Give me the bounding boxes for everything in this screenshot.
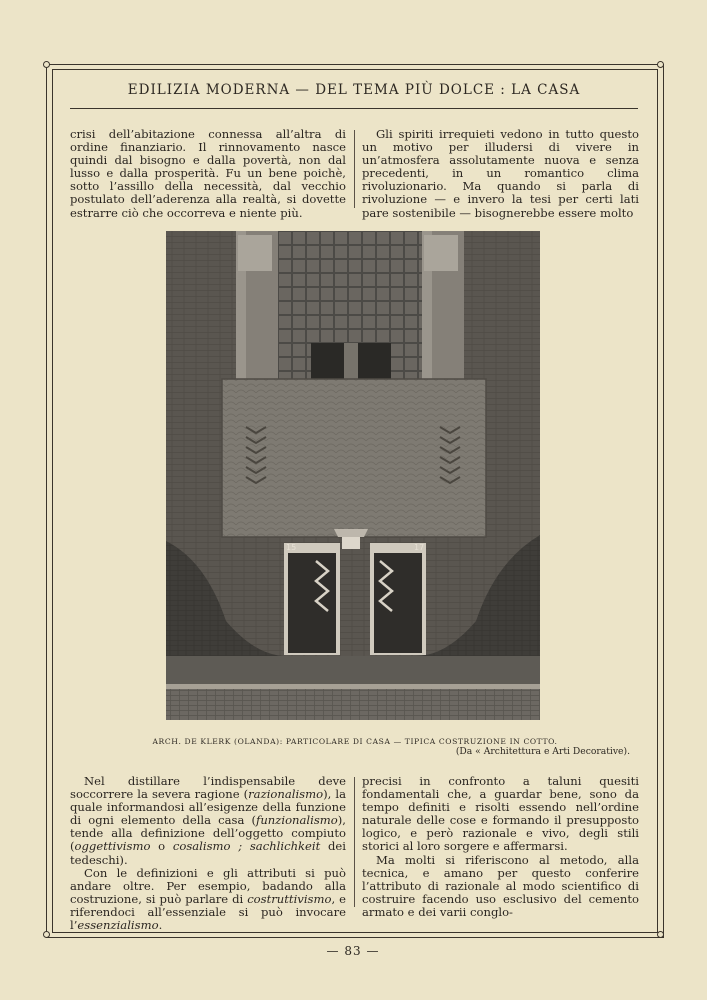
header-rule (70, 108, 638, 109)
paragraph: Nel distillare l’indispensabile deve soccorrere la severa ragione (razionalismo), la quale informandosi all’esigenze della funzione di ogni elemento della casa (funzionalismo), tende alla definizione dell’oggetto compiuto (oggettivismo o cosalismo ; sachlichkeit dei tedeschi). (70, 774, 346, 867)
facade-panel (222, 379, 486, 537)
figure-caption: ARCH. DE KLERK (OLANDA): PARTICOLARE DI CASA — TIPICA COSTRUZIONE IN COTTO. (152, 737, 558, 746)
left-door (288, 553, 336, 653)
bottom-right-column (362, 775, 639, 919)
sidewalk (166, 689, 540, 720)
frame-corner-ornament (43, 61, 50, 68)
frame-corner-ornament (43, 931, 50, 938)
paragraph: Gli spiriti irrequieti vedono in tutto questo un motivo per illudersi di vivere in un’atmosfera assolutamente nuova e senza precedenti, in un romantico clima rivoluzionario. Ma quando si parla di rivoluzione — e invero la tesi per certi lati pare sostenibile — bisognerebbe essere molto (362, 127, 639, 220)
bottom-left-column (70, 775, 346, 932)
entrance-lamp (334, 529, 368, 537)
building-facade-photo (166, 231, 540, 720)
figure-source: (Da « Architettura e Arti Decorative). (455, 746, 630, 757)
column-divider (354, 777, 355, 907)
running-header: EDILIZIA MODERNA — DEL TEMA PIÙ DOLCE : LA CASA (127, 82, 581, 98)
page-number: — 83 — (326, 944, 380, 958)
house-number-left: 15 (286, 543, 297, 552)
top-right-column (362, 128, 639, 220)
paragraph: Con le definizioni e gli attributi si può andare oltre. Per esempio, badando alla costruzione, si può parlare di costruttivismo, e riferendoci all’essenziale si può invocare l’essenzialismo. (70, 865, 346, 933)
house-number-right: 17 (414, 543, 425, 552)
paragraph: Ma molti si riferiscono al metodo, alla tecnica, e amano per questo conferire l’attributo di razionale al modo scientifico di costruire facendo uso esclusivo del cemento armato e dei varii conglo- (362, 852, 639, 919)
paragraph: precisi in confronto a taluni quesiti fondamentali che, a guardar bene, sono da tempo definiti e risolti essendo nell’ordine naturale delle cose e formando il presupposto logico, e però razionale e vivo, degli stili storici al loro sorgere e affermarsi. (362, 774, 639, 854)
paragraph: crisi dell’abitazione connessa all’altra di ordine finanziario. Il rinnovamento nasce quindi dal bisogno e dalla povertà, non dal lusso e dalla prosperità. Fu un bene poichè, sotto l’assillo della necessità, dal vecchio postulato dell’aderenza alla realtà, si dovette estrarre ciò che occorreva e niente più. (70, 127, 346, 220)
frame-corner-ornament (657, 931, 664, 938)
frame-corner-ornament (657, 61, 664, 68)
top-left-column (70, 128, 346, 220)
column-divider (354, 130, 355, 208)
